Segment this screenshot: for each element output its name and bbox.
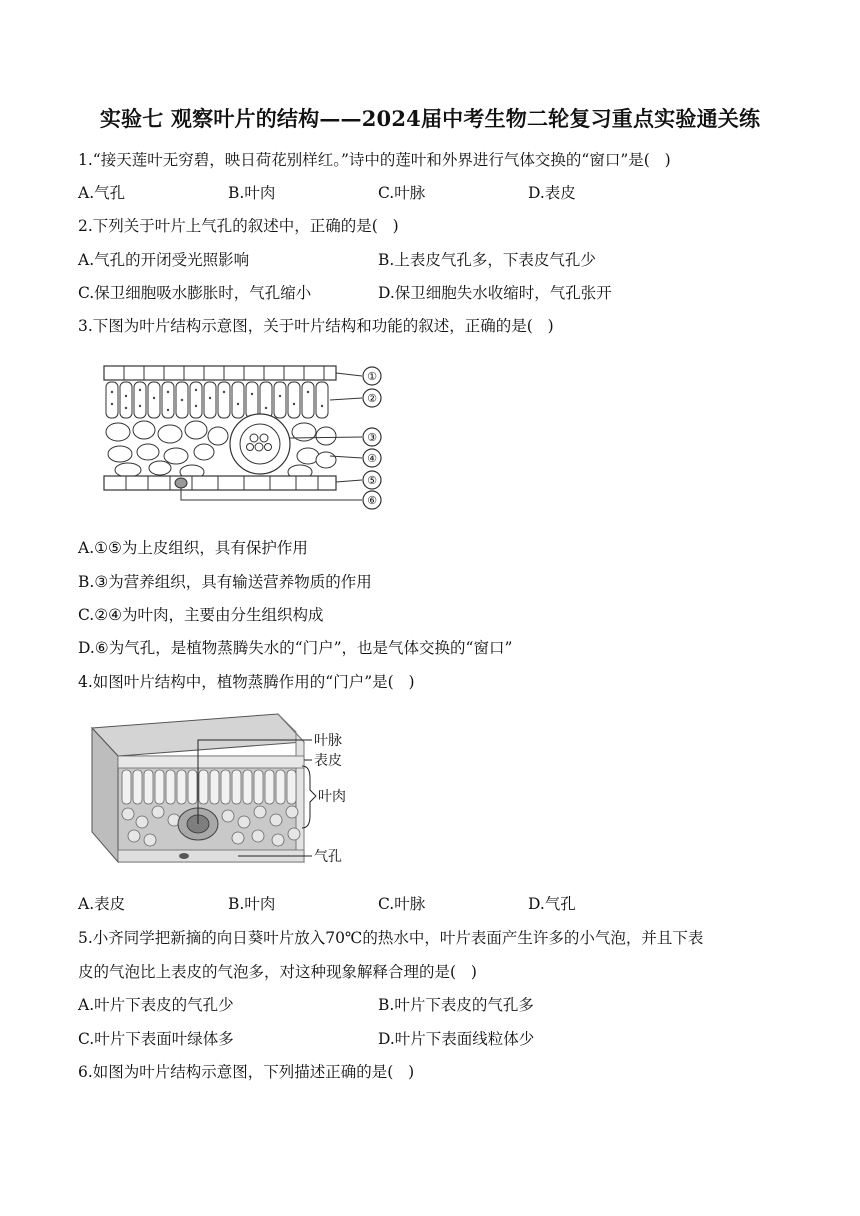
figure4-label-epidermis: 表皮 xyxy=(314,753,342,769)
question-1-option-a[interactable]: A.气孔 xyxy=(78,184,126,202)
question-1-option-d[interactable]: D.表皮 xyxy=(528,184,576,202)
question-2-option-b[interactable]: B.上表皮气孔多，下表皮气孔少 xyxy=(378,251,596,269)
question-6-stem: 6.如图为叶片结构示意图，下列描述正确的是( ) xyxy=(78,1063,415,1081)
question-5-option-b[interactable]: B.叶片下表皮的气孔多 xyxy=(378,996,534,1014)
question-3-stem: 3.下图为叶片结构示意图，关于叶片结构和功能的叙述，正确的是( ) xyxy=(78,317,554,335)
figure4-label-mesophyll: 叶肉 xyxy=(318,789,346,805)
question-5-option-d[interactable]: D.叶片下表面线粒体少 xyxy=(378,1030,535,1048)
page-title: 实验七 观察叶片的结构——2024届中考生物二轮复习重点实验通关练 xyxy=(99,106,761,131)
figure3-label-5: ⑤ xyxy=(367,474,377,487)
question-4-option-b[interactable]: B.叶肉 xyxy=(228,895,276,913)
figure4-label-vein: 叶脉 xyxy=(314,733,342,749)
question-3-option-c[interactable]: C.②④为叶肉，主要由分生组织构成 xyxy=(78,606,324,624)
question-1-stem: 1.“接天莲叶无穷碧，映日荷花别样红。”诗中的莲叶和外界进行气体交换的“窗口”是( ) xyxy=(78,151,671,169)
question-5-stem-line-1: 5.小齐同学把新摘的向日葵叶片放入70℃的热水中，叶片表面产生许多的小气泡，并且下表 xyxy=(78,929,704,947)
question-4-option-a[interactable]: A.表皮 xyxy=(78,895,126,913)
question-4-option-d[interactable]: D.气孔 xyxy=(528,895,576,913)
figure3-label-6: ⑥ xyxy=(367,494,377,507)
question-3-option-d[interactable]: D.⑥为气孔，是植物蒸腾失水的“门户”，也是气体交换的“窗口” xyxy=(78,639,513,657)
question-2-stem: 2.下列关于叶片上气孔的叙述中，正确的是( ) xyxy=(78,217,399,235)
question-1-option-b[interactable]: B.叶肉 xyxy=(228,184,276,202)
figure3-label-3: ③ xyxy=(367,431,377,444)
question-4-option-c[interactable]: C.叶脉 xyxy=(378,895,426,913)
figure4-label-stoma: 气孔 xyxy=(314,849,342,865)
figure3-label-1: ① xyxy=(367,370,377,383)
question-5-stem-line-2: 皮的气泡比上表皮的气泡多，对这种现象解释合理的是( ) xyxy=(78,963,477,981)
question-5-option-c[interactable]: C.叶片下表面叶绿体多 xyxy=(78,1030,234,1048)
question-3-option-b[interactable]: B.③为营养组织，具有输送营养物质的作用 xyxy=(78,573,372,591)
question-3-option-a[interactable]: A.①⑤为上皮组织，具有保护作用 xyxy=(78,539,308,557)
question-2-option-d[interactable]: D.保卫细胞失水收缩时，气孔张开 xyxy=(378,284,612,302)
question-4-stem: 4.如图叶片结构中，植物蒸腾作用的“门户”是( ) xyxy=(78,673,415,691)
leaf-3d-structure-figure xyxy=(88,712,358,880)
question-2-option-a[interactable]: A.气孔的开闭受光照影响 xyxy=(78,251,250,269)
question-2-option-c[interactable]: C.保卫细胞吸水膨胀时，气孔缩小 xyxy=(78,284,312,302)
question-5-option-a[interactable]: A.叶片下表皮的气孔少 xyxy=(78,996,234,1014)
question-1-option-c[interactable]: C.叶脉 xyxy=(378,184,426,202)
figure3-label-2: ② xyxy=(367,392,377,405)
leaf-cross-section-figure xyxy=(100,360,390,510)
figure3-label-4: ④ xyxy=(367,452,377,465)
